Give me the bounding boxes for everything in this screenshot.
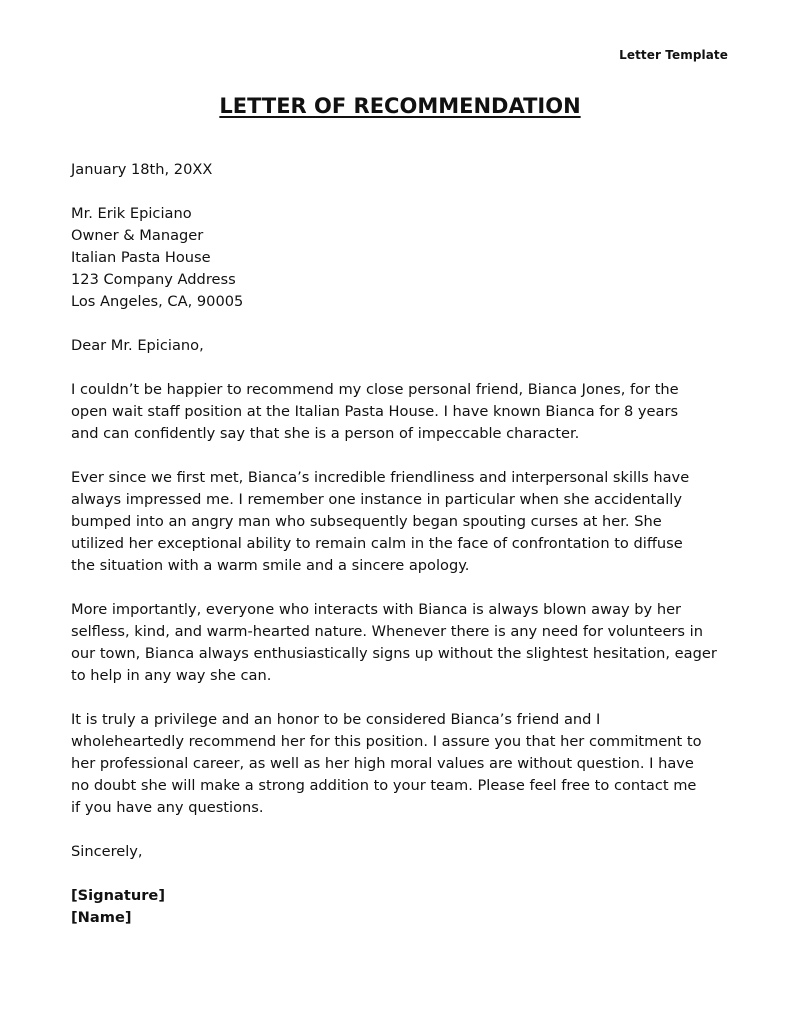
salutation-line: Dear Mr. Epiciano, — [71, 337, 204, 354]
salutation — [71, 335, 736, 357]
paragraph-line: and can confidently say that she is a person of impeccable character. — [71, 425, 580, 442]
paragraph-line: More importantly, everyone who interacts with Bianca is always blown away by her — [71, 601, 682, 618]
letter-body — [71, 159, 736, 929]
closing-line: Sincerely, — [71, 843, 143, 860]
recipient-city: Los Angeles, CA, 90005 — [71, 293, 244, 310]
paragraph-line: no doubt she will make a strong addition to your team. Please feel free to contact me — [71, 777, 697, 794]
letter-title: LETTER OF RECOMMENDATION — [219, 94, 581, 118]
date-line: January 18th, 20XX — [71, 161, 213, 178]
paragraph-4 — [71, 709, 736, 819]
letter-date — [71, 159, 736, 181]
paragraph-line: to help in any way she can. — [71, 667, 272, 684]
paragraph-line: her professional career, as well as her high moral values are without question. I have — [71, 755, 694, 772]
paragraph-line: open wait staff position at the Italian Pasta House. I have known Bianca for 8 years — [71, 403, 679, 420]
closing — [71, 841, 736, 863]
recipient-company: Italian Pasta House — [71, 249, 211, 266]
paragraph-line: bumped into an angry man who subsequently began spouting curses at her. She — [71, 513, 662, 530]
paragraph-line: selfless, kind, and warm-hearted nature. Whenever there is any need for volunteers in — [71, 623, 703, 640]
paragraph-1 — [71, 379, 736, 445]
recipient-address — [71, 203, 736, 313]
signature-block — [71, 885, 736, 929]
name-placeholder: [Name] — [71, 909, 132, 926]
recipient-street: 123 Company Address — [71, 271, 236, 288]
paragraph-line: the situation with a warm smile and a sincere apology. — [71, 557, 470, 574]
header-tag: Letter Template — [619, 48, 728, 62]
paragraph-line: It is truly a privilege and an honor to be considered Bianca’s friend and I — [71, 711, 601, 728]
paragraph-line: our town, Bianca always enthusiastically signs up without the slightest hesitation, eager — [71, 645, 717, 662]
paragraph-line: utilized her exceptional ability to remain calm in the face of confrontation to diffuse — [71, 535, 683, 552]
signature-placeholder: [Signature] — [71, 887, 165, 904]
paragraph-line: I couldn’t be happier to recommend my close personal friend, Bianca Jones, for the — [71, 381, 679, 398]
paragraph-line: if you have any questions. — [71, 799, 264, 816]
paragraph-line: wholeheartedly recommend her for this position. I assure you that her commitment to — [71, 733, 702, 750]
paragraph-3 — [71, 599, 736, 687]
paragraph-line: Ever since we first met, Bianca’s incredible friendliness and interpersonal skills have — [71, 469, 690, 486]
paragraph-line: always impressed me. I remember one instance in particular when she accidentally — [71, 491, 682, 508]
paragraph-2 — [71, 467, 736, 577]
recipient-name: Mr. Erik Epiciano — [71, 205, 192, 222]
recipient-role: Owner & Manager — [71, 227, 204, 244]
